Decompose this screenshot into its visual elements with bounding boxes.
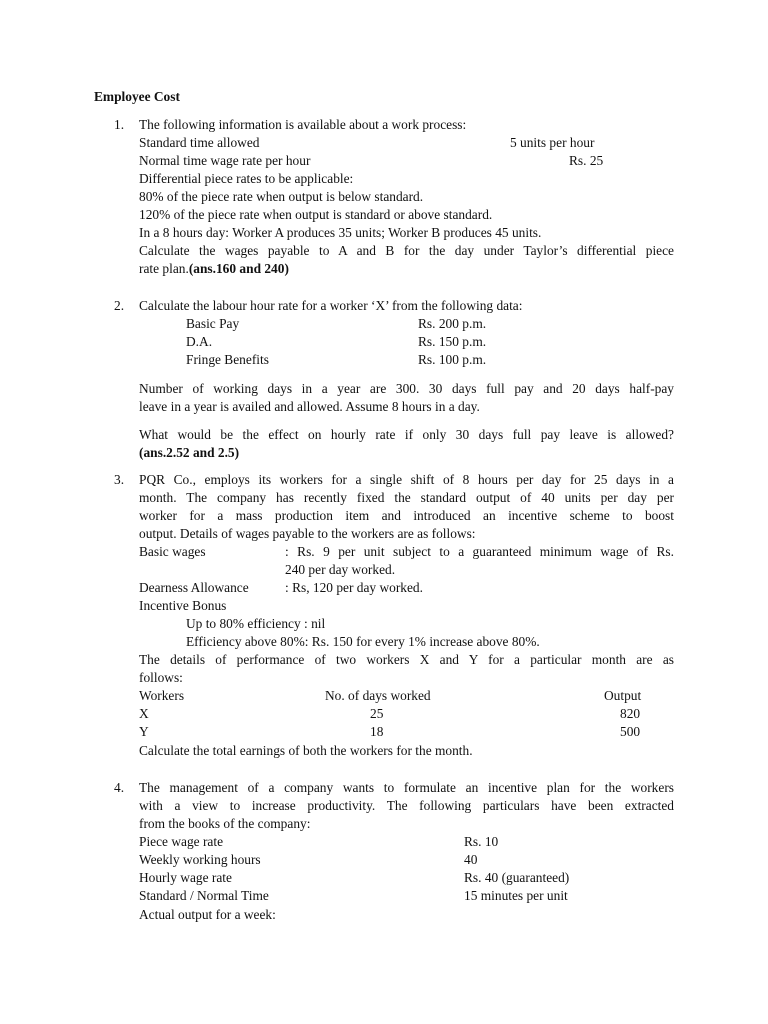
q3-incentive-rule: Up to 80% efficiency : nil [186, 616, 326, 631]
q3-paragraph: PQR Co., employs its workers for a single shift of 8 hours per day for 25 days in a [139, 472, 674, 487]
q3-table-cell: 25 [370, 706, 384, 721]
q4-number: 4. [114, 780, 125, 795]
q3-da-value: : Rs, 120 per day worked. [285, 580, 423, 595]
q3-table-cell: 500 [620, 724, 641, 739]
q2-row-value: Rs. 200 p.m. [418, 316, 487, 331]
q2-question: What would be the effect on hourly rate if only 30 days full pay leave is allowed? [139, 427, 674, 442]
q2-row-label: D.A. [186, 334, 213, 349]
q4-row-label: Weekly working hours [139, 852, 261, 867]
q3-basic-wages-label: Basic wages [139, 544, 206, 559]
q2-answer: (ans.2.52 and 2.5) [139, 445, 240, 460]
q3-number: 3. [114, 472, 125, 487]
q3-basic-wages-value: 240 per day worked. [285, 562, 396, 577]
q4-last-line: Actual output for a week: [139, 907, 276, 922]
q1-wage-rate-value: Rs. 25 [569, 153, 604, 168]
q1-last-line [139, 260, 289, 278]
q1-line: 120% of the piece rate when output is standard or above standard. [139, 207, 493, 222]
q3-table-header: Workers [139, 688, 185, 703]
q4-paragraph: with a view to increase productivity. The following particulars have been extracted [139, 798, 674, 813]
q2-intro: Calculate the labour hour rate for a worker ‘X’ from the following data: [139, 298, 523, 313]
q3-table-cell: 820 [620, 706, 641, 721]
q1-line: 80% of the piece rate when output is below standard. [139, 189, 424, 204]
q1-number: 1. [114, 117, 125, 132]
q2-number: 2. [114, 298, 125, 313]
q1-std-time-value: 5 units per hour [510, 135, 595, 150]
q1-line: rate plan. [139, 261, 189, 276]
q3-table-cell: Y [139, 724, 149, 739]
q3-details: The details of performance of two workers X and Y for a particular month are as [139, 652, 674, 667]
q3-closing: Calculate the total earnings of both the workers for the month. [139, 743, 473, 758]
q2-row-value: Rs. 100 p.m. [418, 352, 487, 367]
q1-line: Calculate the wages payable to A and B for the day under Taylor’s differential piece [139, 243, 674, 258]
q3-table-header: Output [604, 688, 642, 703]
q2-row-value: Rs. 150 p.m. [418, 334, 487, 349]
q1-wage-rate-label: Normal time wage rate per hour [139, 153, 311, 168]
q2-row-label: Fringe Benefits [186, 352, 269, 367]
q2-row-label: Basic Pay [186, 316, 240, 331]
q3-details: follows: [139, 670, 183, 685]
q3-da-label: Dearness Allowance [139, 580, 249, 595]
q4-row-value: Rs. 10 [464, 834, 499, 849]
q3-paragraph: output. Details of wages payable to the workers are as follows: [139, 526, 476, 541]
q3-incentive-label: Incentive Bonus [139, 598, 227, 613]
q3-incentive-rule: Efficiency above 80%: Rs. 150 for every 1% increase above 80%. [186, 634, 540, 649]
q3-table-cell: X [139, 706, 149, 721]
q4-row-value: 40 [464, 852, 478, 867]
q4-row-value: Rs. 40 (guaranteed) [464, 870, 570, 885]
q1-std-time-label: Standard time allowed [139, 135, 260, 150]
q4-paragraph: The management of a company wants to formulate an incentive plan for the workers [139, 780, 674, 795]
q1-answer: (ans.160 and 240) [188, 261, 289, 276]
q3-paragraph: worker for a mass production item and introduced an incentive scheme to boost [139, 508, 674, 523]
q1-line: In a 8 hours day: Worker A produces 35 units; Worker B produces 45 units. [139, 225, 542, 240]
q3-table-cell: 18 [370, 724, 384, 739]
q3-basic-wages-value: : Rs. 9 per unit subject to a guaranteed minimum wage of Rs. [285, 544, 674, 559]
q2-paragraph: Number of working days in a year are 300. 30 days full pay and 20 days half-pay [139, 381, 674, 396]
page-title: Employee Cost [94, 89, 180, 104]
q4-paragraph: from the books of the company: [139, 816, 311, 831]
q4-row-value: 15 minutes per unit [464, 888, 568, 903]
q3-paragraph: month. The company has recently fixed the standard output of 40 units per day per [139, 490, 674, 505]
q1-intro: The following information is available about a work process: [139, 117, 467, 132]
q4-row-label: Standard / Normal Time [139, 888, 269, 903]
q4-row-label: Piece wage rate [139, 834, 224, 849]
q2-paragraph: leave in a year is availed and allowed. Assume 8 hours in a day. [139, 399, 480, 414]
q1-line: Differential piece rates to be applicable: [139, 171, 354, 186]
q3-table-header: No. of days worked [325, 688, 431, 703]
q4-row-label: Hourly wage rate [139, 870, 232, 885]
